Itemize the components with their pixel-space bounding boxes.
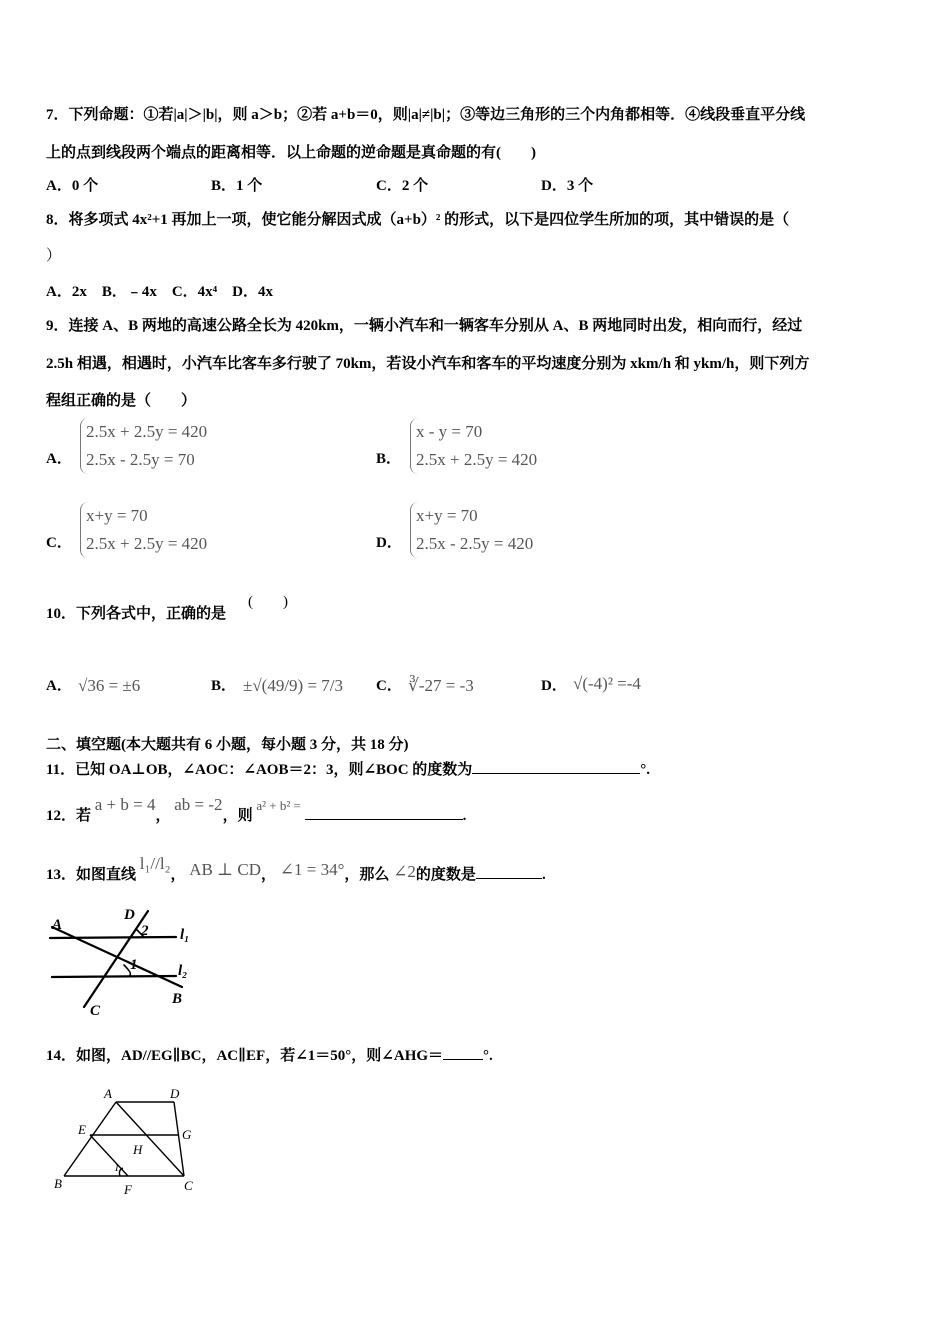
q10-option-d-expr: √(-4)² =-4 (573, 674, 641, 693)
figure-13 (44, 905, 204, 1017)
q9-b-eq2: 2.5x + 2.5y = 420 (416, 450, 538, 469)
q10-option-c-label: C． (376, 678, 402, 694)
q10-option-c-expr: ∛-27 = -3 (408, 676, 474, 695)
fig13-label-b: B (172, 991, 183, 1007)
q8-options: A．2x B．﹣4x C．4x⁴ D．4x (46, 284, 274, 300)
q12-expr1: a + b = 4 (94, 795, 156, 814)
q12-expr2: ab = -2 (174, 795, 223, 814)
q9-d-eq1: x+y = 70 (416, 506, 478, 525)
fig13-label-a: A (52, 917, 63, 933)
fig14-label-b: B (54, 1176, 62, 1191)
fig13-line-l1 (50, 937, 176, 938)
fig13-label-d: D (124, 907, 135, 923)
q13-line (46, 854, 546, 884)
q9-a-eq1: 2.5x + 2.5y = 420 (86, 422, 208, 441)
q14-answer-blank[interactable] (443, 1059, 483, 1060)
q9-option-d-label: D． (376, 535, 402, 551)
fig13-label-2: 2 (141, 923, 149, 939)
q13-sep1: ， (170, 867, 186, 883)
q12-answer-blank[interactable] (305, 819, 463, 820)
fig14-seg-ef (90, 1135, 128, 1176)
q9-c-eq1: x+y = 70 (86, 506, 148, 525)
q9-line1: 9．连接 A、B 两地的高速公路全长为 420km，一辆小汽车和一辆客车分别从 A、B 两地同时出发，相向而行，经过 (46, 318, 803, 334)
q13-end: . (541, 867, 546, 883)
q9-line2: 2.5h 相遇，相遇时，小汽车比客车多行驶了 70km，若设小汽车和客车的平均速度分别为 xkm/h 和 ykm/h，则下列方 (46, 356, 810, 372)
q10-option-b-label: B． (211, 678, 237, 694)
q9-line3: 程组正确的是（ ） (46, 393, 197, 409)
q8-line1: 8．将多项式 4x²+1 再加上一项，使它能分解因式成（a+b）² 的形式，以下是四位学生所加的项，其中错误的是（ (46, 212, 790, 228)
q10-option-a-expr: √36 = ±6 (78, 676, 141, 695)
q11-answer-blank[interactable] (472, 773, 640, 774)
q12-sep1: ， (155, 808, 171, 824)
fig14-label-d: D (170, 1086, 180, 1101)
q13-tail: 的度数是 (415, 867, 476, 883)
fig14-label-a: A (104, 1086, 112, 1101)
fig14-label-c: C (184, 1178, 193, 1193)
q9-option-b-label: B． (376, 451, 402, 467)
fig13-line-cd (84, 911, 148, 1007)
q13-expr2: AB ⊥ CD (189, 860, 261, 879)
fig14-label-f: F (124, 1182, 132, 1197)
q13-answer-blank[interactable] (476, 878, 542, 879)
fig14-label-1: 1 (114, 1162, 120, 1174)
fig13-label-c: C (90, 1003, 101, 1017)
q9-d-eq2: 2.5x - 2.5y = 420 (416, 534, 534, 553)
q9-c-eq2: 2.5x + 2.5y = 420 (86, 534, 208, 553)
q10-option-d-label: D． (541, 678, 567, 694)
fig14-seg-ac (116, 1102, 184, 1176)
q10-option-a-label: A． (46, 678, 72, 694)
q11-tail: °. (640, 762, 651, 778)
section2-heading: 二、填空题(本大题共有 6 小题，每小题 3 分，共 18 分) (46, 737, 409, 753)
fig14-label-g: G (182, 1127, 192, 1142)
q13-mid: ，那么 (344, 867, 390, 883)
q10-stem: 10．下列各式中，正确的是 (46, 606, 227, 622)
q14-tail: °. (483, 1048, 493, 1064)
q9-option-d-system (410, 502, 533, 558)
q8-line2: ） (46, 248, 62, 264)
fig13-label-l1: l₁ (180, 927, 190, 943)
q14-line (46, 1044, 493, 1065)
q7-option-a: A．0 个 (46, 178, 99, 194)
fig13-label-1: 1 (130, 957, 138, 973)
q13-expr1: l₁//l₂ (139, 854, 171, 873)
q12-tail: . (462, 808, 467, 824)
fig14-label-h: H (133, 1142, 143, 1157)
q9-a-eq2: 2.5x - 2.5y = 70 (86, 450, 195, 469)
q12-pre: 12．若 (46, 808, 92, 824)
q7-option-c: C．2 个 (376, 178, 429, 194)
q9-b-eq1: x - y = 70 (416, 422, 483, 441)
q7-option-b: B．1 个 (211, 178, 263, 194)
q11-line (46, 758, 650, 779)
q12-line (46, 795, 467, 825)
figure-14 (50, 1082, 210, 1202)
q13-sep2: ， (261, 867, 277, 883)
q11-text: 11．已知 OA⊥OB，∠AOC：∠AOB＝2：3，则∠BOC 的度数为 (46, 762, 473, 778)
q7-line1: 7．下列命题：①若|a|＞|b|，则 a＞b；②若 a+b＝0，则|a|≠|b|；③等边三角形的三个内角都相等．④线段垂直平分线 (46, 107, 806, 123)
q9-option-c-system (80, 502, 207, 558)
q12-expr3: a² + b² = (256, 798, 301, 813)
q9-option-b-system (410, 418, 537, 474)
q10-option-b-expr: ±√(49/9) = 7/3 (243, 676, 344, 695)
q9-option-a-label: A． (46, 451, 72, 467)
fig14-seg-ab (64, 1102, 116, 1176)
q9-option-c-label: C． (46, 535, 72, 551)
q13-expr4: ∠2 (393, 862, 416, 881)
q13-expr3: ∠1 = 34° (279, 860, 345, 879)
fig14-label-e: E (78, 1122, 86, 1137)
q12-sep2: ，则 (222, 808, 253, 824)
q13-pre: 13．如图直线 (46, 867, 137, 883)
q7-option-d: D．3 个 (541, 178, 594, 194)
q10-paren: ( ) (248, 594, 288, 610)
q14-text: 14．如图，AD//EG∥BC，AC∥EF，若∠1＝50°，则∠AHG＝ (46, 1048, 444, 1064)
q7-line2: 上的点到线段两个端点的距离相等．以上命题的逆命题是真命题的有( ) (46, 145, 536, 161)
fig13-label-l2: l₂ (178, 963, 188, 979)
q9-option-a-system (80, 418, 207, 474)
